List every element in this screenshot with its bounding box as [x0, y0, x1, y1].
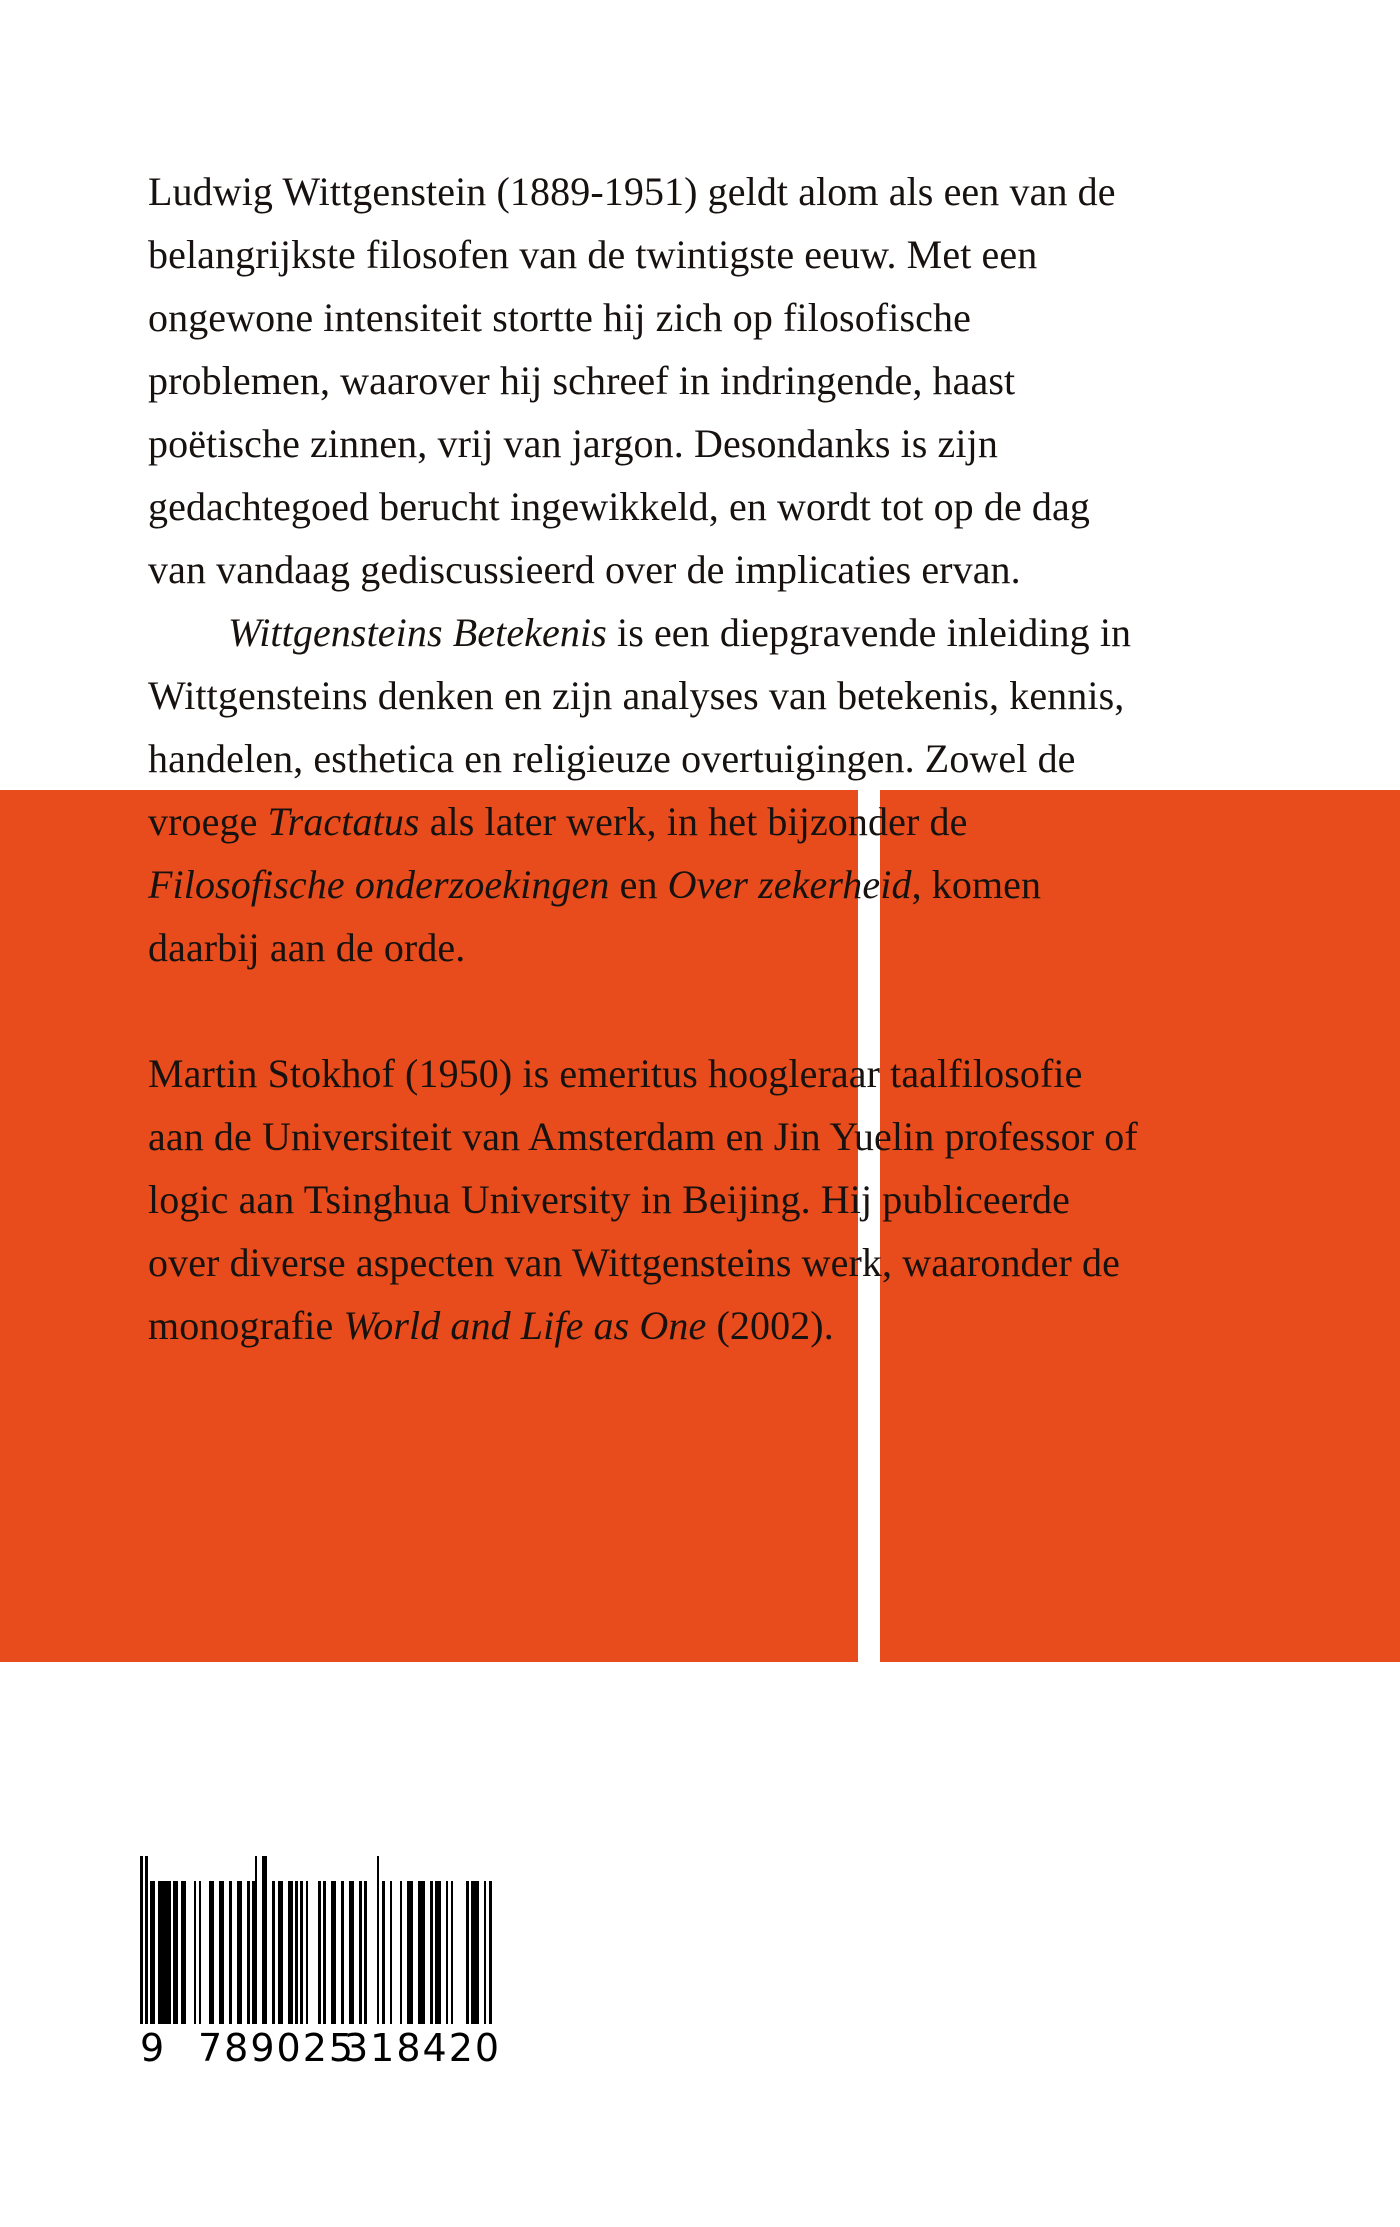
- blurb-p1-line-6: jargon. Desondanks is zijn gedachtegoed berucht: [148, 421, 998, 529]
- barcode-bar: [158, 1881, 171, 2024]
- barcode-bar: [418, 1881, 426, 2024]
- barcode-bar: [489, 1881, 492, 2024]
- barcode-lead-digit: 9: [140, 2026, 167, 2070]
- blurb-p2-segment-3: en: [609, 862, 668, 907]
- barcode-bar: [471, 1881, 479, 2024]
- barcode-bars: [140, 1856, 492, 2024]
- barcode-space: [201, 1856, 209, 2024]
- work-title-over-zekerheid: Over zekerheid: [667, 862, 912, 907]
- work-title-filosofische-onderzoekingen: Filosofische onderzoekingen: [148, 862, 610, 907]
- blurb-p1-line-4: op filosofische problemen, waarover hij schreef: [148, 295, 971, 403]
- barcode-space: [392, 1856, 400, 2024]
- blurb-p2-segment-4: , komen daarbij aan de orde.: [148, 862, 1042, 970]
- blurb-p1-line-8: gediscussieerd over de implicaties ervan.: [360, 547, 1021, 592]
- barcode-space: [186, 1856, 194, 2024]
- barcode-space: [453, 1856, 466, 2024]
- blurb-p1-line-7: ingewikkeld, en wordt tot op de dag van vandaag: [148, 484, 1090, 592]
- blurb-p1-line-1: Ludwig Wittgenstein (1889-1951) geldt alom als: [148, 169, 934, 214]
- isbn-barcode: [130, 1848, 502, 2072]
- blurb-p1-line-3: eeuw. Met een ongewone intensiteit stortte hij zich: [148, 232, 1038, 340]
- blurb-paragraph-2: [148, 601, 1138, 979]
- book-title-wittgensteins-betekenis: Wittgensteins Betekenis: [228, 610, 607, 655]
- barcode-left-group: 789025: [198, 2026, 356, 2070]
- blurb-p3-segment-1: Martin Stokhof (1950) is emeritus hoogleraar taalfilosofie aan de Universiteit van Amsterdam en Jin Yuelin professor of logic aan Tsinghua University in Beijing. Hij publiceerde over diverse aspecten van Wittgensteins werk, waaronder de monografie: [148, 1051, 1138, 1348]
- work-title-tractatus: Tractatus: [267, 799, 420, 844]
- blurb-paragraph-1: [148, 160, 1138, 601]
- barcode-digits: [140, 2024, 502, 2070]
- work-title-world-and-life-as-one: World and Life as One: [343, 1303, 707, 1348]
- blurb-p1-line-2: een van de belangrijkste filosofen van de twintigste: [148, 169, 1116, 277]
- blurb-paragraph-3-author-bio: [148, 1042, 1138, 1357]
- barcode-right-group: 318420: [344, 2026, 502, 2070]
- back-cover-blurb: [148, 160, 1138, 1357]
- blurb-p3-segment-2: (2002).: [706, 1303, 834, 1348]
- barcode-space: [367, 1856, 375, 2024]
- blurb-p2-segment-2: als later werk, in het bijzonder de: [419, 799, 968, 844]
- blurb-p2-segment-1: is een diepgravende inleiding in Wittgensteins denken en zijn analyses van betekenis, kennis, handelen, esthetica en religieuze overtuigingen. Zowel de vroege: [148, 610, 1132, 844]
- barcode-space: [308, 1856, 318, 2024]
- blurb-p1-line-5: in indringende, haast poëtische zinnen, vrij van: [148, 358, 1016, 466]
